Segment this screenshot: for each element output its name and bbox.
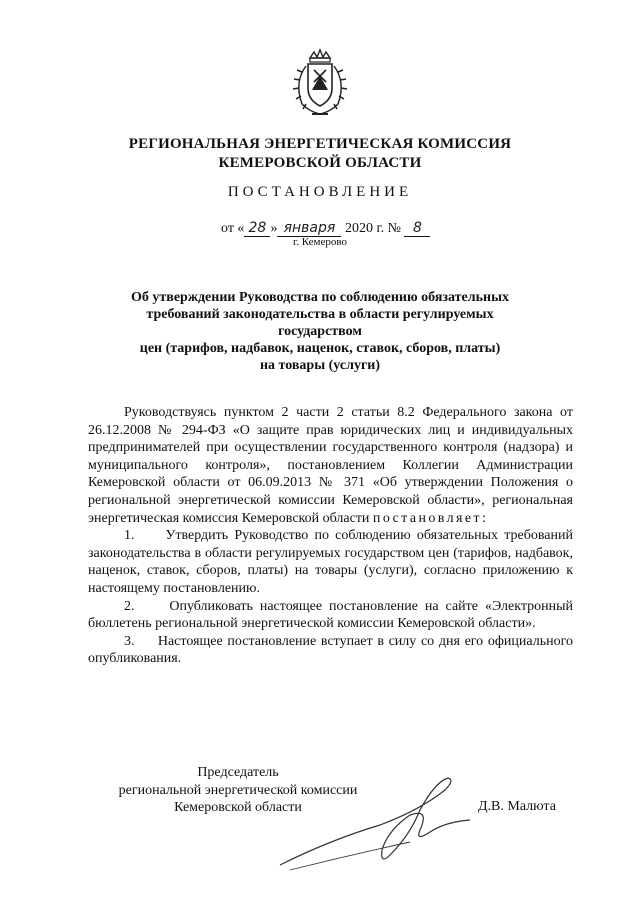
title-line: требований законодательства в области регулируемых государством — [146, 307, 494, 339]
city: г. Кемерово — [292, 236, 348, 248]
title-line: на товары (услуги) — [259, 358, 381, 373]
date-month: января — [277, 220, 341, 237]
date-day: 28 — [244, 220, 270, 237]
title-line: цен (тарифов, надбавок, наценок, ставок, сборов, платы) — [139, 341, 501, 356]
document-type: ПОСТАНОВЛЕНИЕ — [227, 184, 413, 200]
document-number: 8 — [404, 220, 430, 237]
title-line: Об утверждении Руководства по соблюдению обязательных — [131, 290, 509, 305]
decree-item: 3. Настоящее постановление вступает в силу со дня его официального опубликования. — [88, 633, 573, 667]
decree-word: постановляет: — [372, 510, 489, 526]
signatory-line-3: Кемеровской области — [174, 800, 302, 815]
document-body — [88, 404, 573, 668]
intro-paragraph — [88, 404, 573, 527]
date-prefix: от « — [221, 221, 245, 236]
organization-line-1: РЕГИОНАЛЬНАЯ ЭНЕРГЕТИЧЕСКАЯ КОМИССИЯ — [128, 136, 512, 152]
date-mid: » — [270, 221, 278, 236]
document-dateline — [221, 220, 430, 237]
decree-item: 1. Утвердить Руководство по соблюдению обязательных требований законодательства в области регулируемых государством цен (тарифов, надбавок, наценок, ставок, сборов, платы) на товары (услуги), согласно приложению к настоящему постановлению. — [88, 528, 573, 596]
document-title — [110, 289, 530, 374]
signatory-line-2: региональной энергетической комиссии — [118, 782, 358, 798]
signatory-line-1: Председатель — [197, 765, 279, 780]
organization-name — [0, 135, 640, 173]
handwritten-signature — [270, 770, 480, 880]
date-year-number-label: 2020 г. № — [344, 221, 401, 236]
decree-item: 2. Опубликовать настоящее постановление на сайте «Электронный бюллетень региональной энергетической комиссии Кемеровской области». — [88, 598, 573, 632]
signatory-name: Д.В. Малюта — [478, 799, 556, 814]
organization-line-2: КЕМЕРОВСКОЙ ОБЛАСТИ — [218, 155, 422, 171]
coat-of-arms-emblem — [288, 48, 352, 120]
intro-text: Руководствуясь пунктом 2 части 2 статьи 8.2 Федерального закона от 26.12.2008 № 294-ФЗ «О защите прав юридических лиц и индивидуальных предпринимателей при осуществлении государственного контроля (надзора) и муниципального контроля», постановлением Коллегии Администрации Кемеровской области от 06.09.2013 № 371 «Об утверждении Положения о региональной энергетической комиссии Кемеровской области», региональная энергетическая комиссия Кемеровской области — [88, 405, 573, 526]
